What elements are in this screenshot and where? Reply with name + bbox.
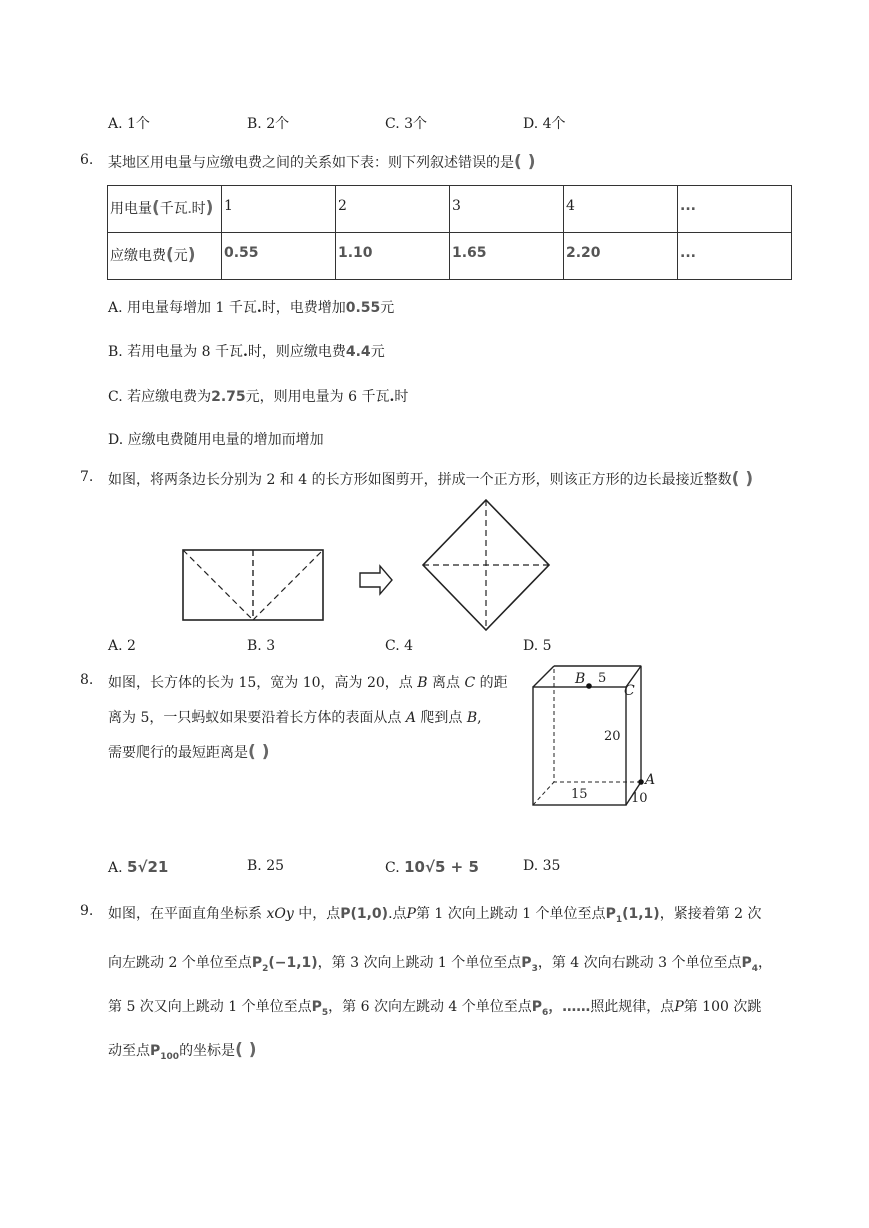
q6-cell: 0.55 [222,233,336,280]
q6-option-d: D. 应缴电费随用电量的增加而增加 [108,432,324,448]
q6-cell: 2 [336,186,450,233]
q8-fig-label-15: 15 [571,787,588,802]
q5-option-b: B. 2个 [247,116,290,132]
q8-option-a: A. 5√21 [108,858,169,876]
q5-option-d: D. 4个 [523,116,566,132]
q8-fig-label-10: 10 [631,791,648,806]
q6-option-c: C. 若应缴电费为2.75元，则用电量为 6 千瓦.时 [108,389,409,405]
q9-line-2: 向左跳动 2 个单位至点$P_2(-1,1)$，第 3 次向上跳动 1 个单位至点$P_3$，第 4 次向右跳动 3 个单位至点$P_4$， [108,955,772,974]
q8-line-1: 如图，长方体的长为 15，宽为 10，高为 20，点 B 离点 C 的距 [108,675,508,691]
q6-cell: 4 [564,186,678,233]
right-arrow-icon [360,566,392,594]
q6-stem-text: 某地区用电量与应缴电费之间的关系如下表：则下列叙述错误的是 [108,155,514,171]
q9-line-3: 第 5 次又向上跳动 1 个单位至点$P_5$，第 6 次向左跳动 4 个单位至点$P_6$，……照此规律，点P第 100 次跳 [108,999,762,1018]
q9-line-4: 动至点$P_{100}$的坐标是( ) [108,1040,257,1062]
q7-number: 7. [80,469,94,485]
q8-option-b: B. 25 [247,858,285,874]
q8-fig-label-5: 5 [598,671,607,686]
q8-line-2: 离为 5，一只蚂蚁如果要沿着长方体的表面从点 A 爬到点 B, [108,710,482,726]
q5-option-a: A. 1个 [108,116,150,132]
q5-option-c: C. 3个 [385,116,428,132]
q6-cell: 2.20 [564,233,678,280]
q6-cell: 3 [450,186,564,233]
q6-cell: ... [678,186,792,233]
q6-option-a: A. 用电量每增加 1 千瓦.时，电费增加0.55元 [108,300,395,316]
q7-option-b: B. 3 [247,638,276,654]
q9-number: 9. [80,903,94,919]
q8-line-3: 需要爬行的最短距离是( ) [108,742,270,762]
q6-answer-paren: ( ) [514,152,536,172]
q6-cell: 1.65 [450,233,564,280]
q6-cell: ... [678,233,792,280]
q8-option-d: D. 35 [523,858,561,874]
q8-option-c: C. 10√5 + 5 [385,858,479,876]
q8-fig-label-a: A [645,772,656,788]
q8-fig-label-c: C [624,683,635,699]
q6-row1-label: 用电量(千瓦.时) [108,186,222,233]
q7-option-c: C. 4 [385,638,414,654]
q6-cell: 1.10 [336,233,450,280]
q8-fig-label-b: B [575,671,586,687]
q6-row2-label: 应缴电费(元) [108,233,222,280]
q9-line-1: 如图，在平面直角坐标系 xOy 中，点P(1,0).点P第 1 次向上跳动 1 个单位至点$P_1(1,1)$，紧接着第 2 次 [108,906,762,925]
q6-option-b: B. 若用电量为 8 千瓦.时，则应缴电费4.4元 [108,344,385,360]
q8-fig-label-20: 20 [604,729,621,744]
q7-option-a: A. 2 [108,638,136,654]
q7-option-d: D. 5 [523,638,552,654]
q6-cell: 1 [222,186,336,233]
q7-stem: 如图，将两条边长分别为 2 和 4 的长方形如图剪开，拼成一个正方形，则该正方形的边长最接近整数( ) [108,469,754,489]
q8-number: 8. [80,672,94,688]
q6-number: 6. [80,152,94,168]
